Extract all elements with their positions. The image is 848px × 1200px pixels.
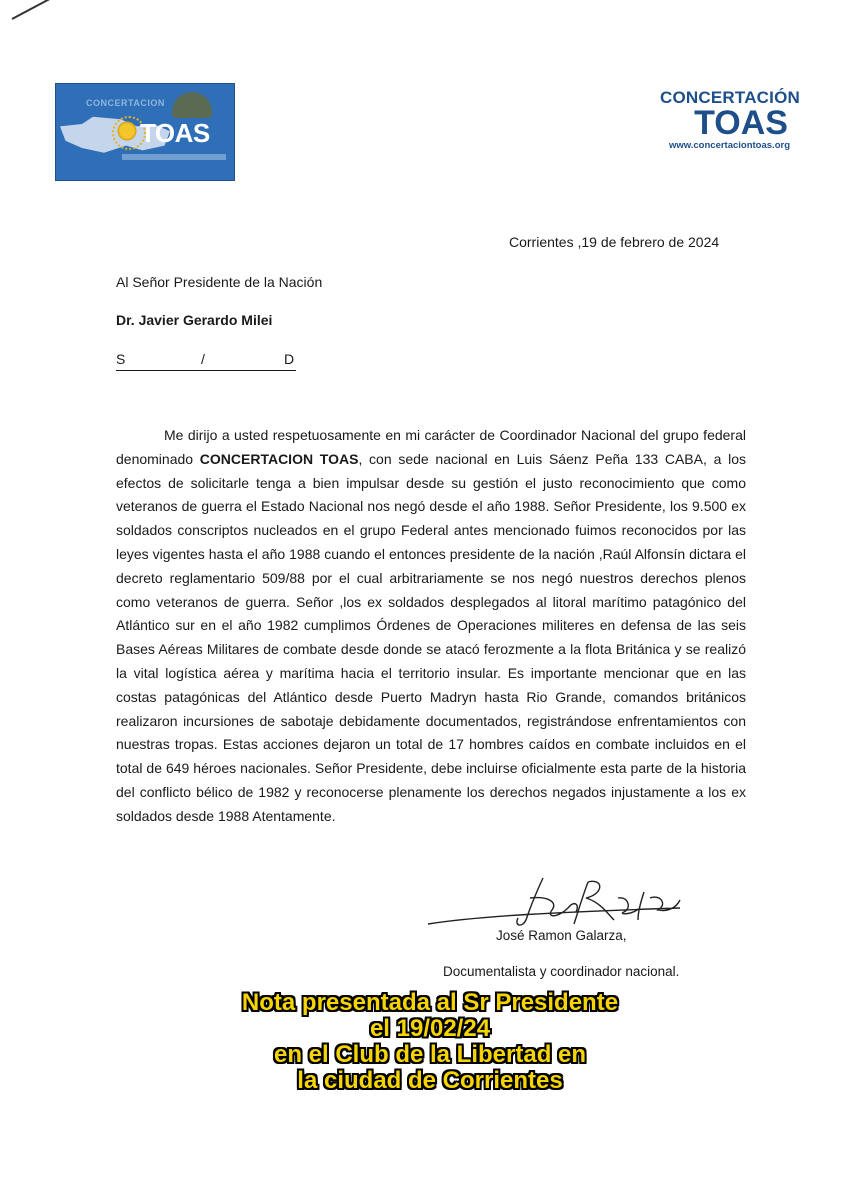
logo-right-url: www.concertaciontoas.org — [668, 140, 790, 151]
overlay-caption — [150, 990, 710, 1094]
scan-mark — [12, 0, 66, 20]
overlay-line-2: el 19/02/24 — [369, 1015, 491, 1042]
letter-recipient-name: Dr. Javier Gerardo Milei — [116, 312, 273, 328]
overlay-line-4: la ciudad de Corrientes — [297, 1067, 563, 1094]
overlay-line-1: Nota presentada al Sr Presidente — [241, 989, 619, 1016]
letter-recipient: Al Señor Presidente de la Nación — [116, 274, 323, 290]
logo-left-brand: TOAS — [140, 118, 210, 148]
sd-line — [116, 351, 296, 371]
sd-d: D — [284, 351, 295, 367]
sd-s: S — [116, 351, 126, 367]
signer-role: Documentalista y coordinador nacional. — [443, 964, 680, 979]
letter-body-start: Me dirijo a usted respetuosamente en mi carácter de Coordinador Nacional del grupo federal denominado — [116, 427, 746, 467]
toas-logo-left — [55, 83, 235, 181]
signer-name: José Ramon Galarza, — [496, 928, 627, 943]
logo-right-line2: TOAS — [694, 104, 788, 142]
logo-left-tagline-strip — [122, 154, 226, 160]
sd-slash: / — [201, 351, 205, 367]
letter-body — [116, 424, 746, 829]
letter-body-org: CONCERTACION TOAS — [199, 450, 359, 467]
overlay-line-3: en el Club de la Libertad en — [273, 1041, 587, 1068]
helmet-icon — [172, 92, 212, 118]
logo-left-small-text: CONCERTACION — [86, 98, 165, 108]
letter-date: Corrientes ,19 de febrero de 2024 — [509, 234, 720, 250]
logo-right-line1: CONCERTACIÓN — [660, 88, 800, 107]
letter-body-rest: , con sede nacional en Luis Sáenz Peña 133 CABA, a los efectos de solicitarle tenga a bien impulsar desde su gestión el justo reconocimiento que como veteranos de guerra el Estado Nacional nos negó desde el año 1988. Señor Presidente, los 9.500 ex soldados conscriptos nucleados en el grupo Federal antes mencionado fuimos reconocidos por las leyes vigentes hasta el año 1988 cuando el entonces presidente de la nación ,Raúl Alfonsín dictara el decreto reglamentario 509/88 por el cual arbitrariamente se nos negó nuestros derechos plenos como veteranos de guerra. Señor ,los ex soldados desplegados al litoral marítimo patagónico del Atlántico sur en el año 1982 cumplimos Órdenes de Operaciones militeres en defensa de las seis Bases Aéreas Militares de combate desde donde se atacó ferozmente a la flota Británica y se realizó la vital logística aérea y marítima hacia el territorio insular. Es importante mencionar que en las costas patagónicas del Atlántico desde Puerto Madryn hasta Rio Grande, comandos británicos realizaron incursiones de sabotaje debidamente documentados, registrándose enfrentamientos con nuestras tropas. Estas acciones dejaron un total de 17 hombres caídos en combate incluidos en el total de 649 héroes nacionales. Señor Presidente, debe incluirse oficialmente esta parte de la historia del conflicto bélico de 1982 y reconocerse plenamente los derechos negados injustamente a los ex soldados desde 1988 Atentamente. — [116, 450, 746, 824]
toas-logo-right — [640, 88, 800, 151]
sun-of-may-icon — [116, 120, 138, 142]
